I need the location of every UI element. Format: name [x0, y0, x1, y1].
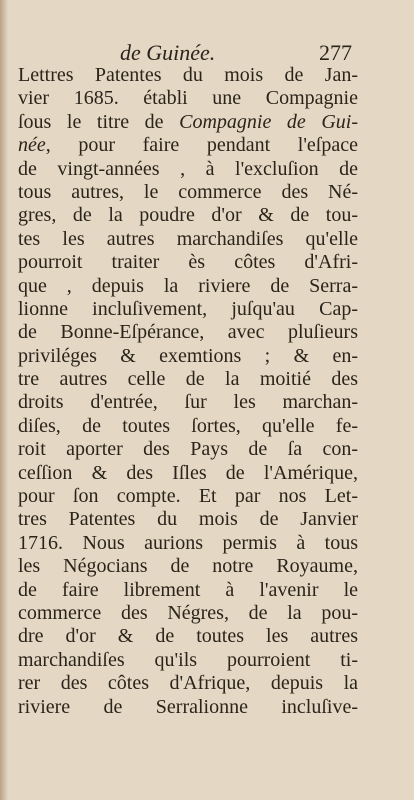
text-line: que , depuis la riviere de Serra-	[18, 274, 358, 297]
text-line: vier 1685. établi une Compagnie	[18, 87, 358, 110]
running-title: de Guinée.	[120, 40, 216, 65]
text-line: pourroit traiter ès côtes d'Afri-	[18, 251, 358, 274]
text-line: de faire librement à l'avenir le	[18, 578, 358, 601]
text-line: ceſſion & des Iſles de l'Amérique,	[18, 461, 358, 484]
italic-company-name-end: née	[18, 134, 46, 157]
text-line-rest: , pour faire pendant l'eſpace	[45, 134, 358, 157]
italic-company-name: Compagnie de Gui-	[179, 110, 358, 133]
text-line: Lettres Patentes du mois de Jan-	[18, 64, 358, 86]
text-line: riviere de Serralionne incluſive-	[18, 695, 358, 718]
text-line: de Bonne-Eſpérance, avec pluſieurs	[18, 321, 358, 344]
text-line: les Négocians de notre Royaume,	[18, 555, 358, 578]
text-line: roit aporter des Pays de ſa con-	[18, 438, 358, 461]
text-line: lionne incluſivement, juſqu'au Cap-	[18, 297, 358, 320]
text-line: priviléges & exemtions ; & en-	[18, 344, 358, 367]
body-text	[18, 64, 358, 719]
page-gutter-shadow	[0, 0, 8, 800]
page-header	[20, 40, 360, 66]
text-line	[18, 134, 358, 157]
text-line: 1716. Nous aurions permis à tous	[18, 531, 358, 554]
text-line: tous autres, le commerce des Né-	[18, 180, 358, 203]
text-line: tre autres celle de la moitié des	[18, 368, 358, 391]
text-line: de vingt-années , à l'excluſion de	[18, 157, 358, 180]
text-line: pour ſon compte. Et par nos Let-	[18, 485, 358, 508]
text-line: gres, de la poudre d'or & de tou-	[18, 204, 358, 227]
text-line: tes les autres marchandiſes qu'elle	[18, 227, 358, 250]
text-line: commerce des Négres, de la pou-	[18, 601, 358, 624]
text-line-start: ſous le titre de	[18, 110, 180, 133]
page-number: 277	[319, 40, 352, 65]
text-line: tres Patentes du mois de Janvier	[18, 508, 358, 531]
text-line: droits d'entrée, ſur les marchan-	[18, 391, 358, 414]
text-line: diſes, de toutes ſortes, qu'elle fe-	[18, 414, 358, 437]
text-line	[18, 111, 358, 134]
text-line: rer des côtes d'Afrique, depuis la	[18, 672, 358, 695]
text-line: marchandiſes qu'ils pourroient ti-	[18, 648, 358, 671]
text-line: dre d'or & de toutes les autres	[18, 625, 358, 648]
